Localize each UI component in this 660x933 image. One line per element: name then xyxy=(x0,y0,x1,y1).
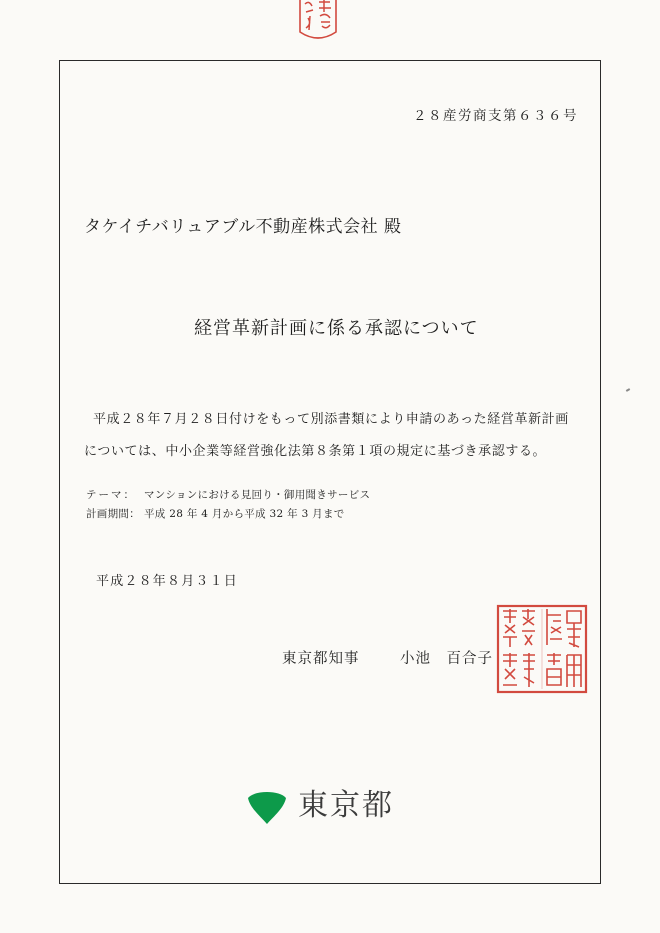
document-number: ２８産労商支第６３６号 xyxy=(413,108,578,124)
plan-period-value: 平成 28 年 4 月から平成 32 年 3 月まで xyxy=(144,508,345,520)
theme-row xyxy=(86,487,370,502)
tokyo-metropolitan-logo xyxy=(246,786,394,826)
body-text-line-2: については、中小企業等経営強化法第８条第１項の規定に基づき承認する。 xyxy=(84,444,547,459)
official-seal-stamp xyxy=(495,603,589,695)
logo-text: 東京都 xyxy=(298,788,394,823)
theme-value: マンションにおける見回り・御用聞きサービス xyxy=(144,489,371,501)
ginkgo-leaf-icon xyxy=(246,786,288,826)
theme-label: テーマ： xyxy=(86,489,136,501)
plan-period-label: 計画期間： xyxy=(86,508,140,520)
signer-title: 東京都知事 xyxy=(282,651,360,667)
issue-date: 平成２８年８月３１日 xyxy=(96,574,239,589)
document-title: 経営革新計画に係る承認について xyxy=(194,318,479,339)
paper-speck xyxy=(626,388,630,392)
recipient-name: タケイチバリュアブル不動産株式会社 殿 xyxy=(84,217,402,237)
signer-name: 小池 百合子 xyxy=(400,651,493,667)
seal-stamp-top xyxy=(296,0,340,44)
document-border xyxy=(59,60,601,884)
body-text-line-1: 平成２８年７月２８日付けをもって別添書類により申請のあった経営革新計画 xyxy=(93,412,569,427)
plan-period-row xyxy=(86,506,345,521)
